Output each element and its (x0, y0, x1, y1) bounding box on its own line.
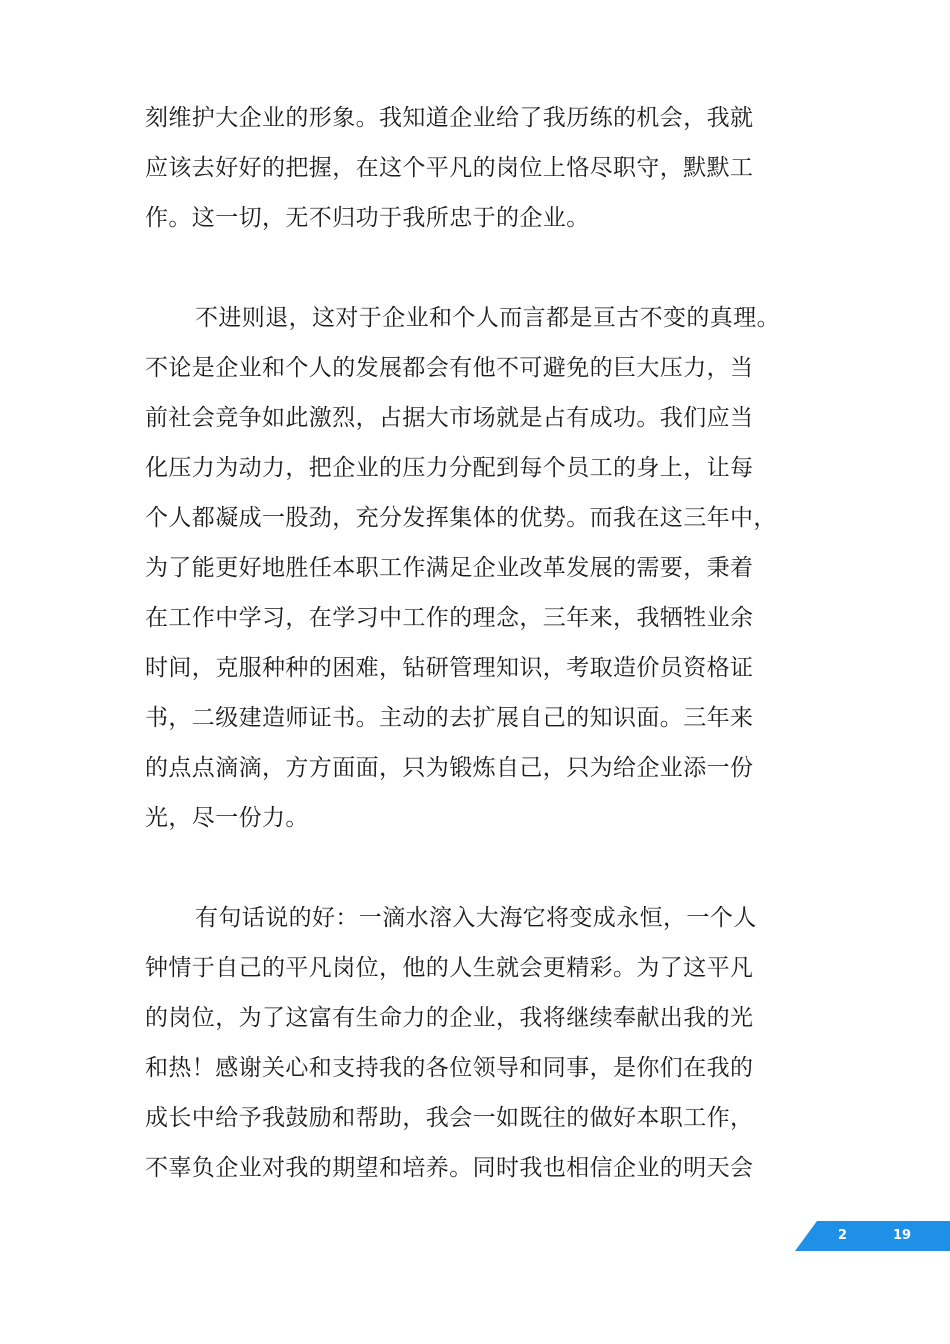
text-line: 个人都凝成一股劲，充分发挥集体的优势。而我在这三年中， (145, 505, 777, 531)
text-line: 前社会竞争如此激烈，占据大市场就是占有成功。我们应当 (145, 405, 754, 431)
text-line: 刻维护大企业的形象。我知道企业给了我历练的机会，我就 (145, 105, 754, 131)
page-number-badge (795, 1221, 950, 1251)
text-line: 的岗位，为了这富有生命力的企业，我将继续奉献出我的光 (145, 1005, 754, 1031)
text-line: 的点点滴滴，方方面面，只为锻炼自己，只为给企业添一份 (145, 755, 754, 781)
text-line: 不论是企业和个人的发展都会有他不可避免的巨大压力，当 (145, 355, 754, 381)
text-line: 为了能更好地胜任本职工作满足企业改革发展的需要，秉着 (145, 555, 754, 581)
text-line: 成长中给予我鼓励和帮助，我会一如既往的做好本职工作， (145, 1105, 754, 1131)
text-line: 时间，克服种种的困难，钻研管理知识，考取造价员资格证 (145, 655, 754, 681)
text-line: 在工作中学习，在学习中工作的理念，三年来，我牺牲业余 (145, 605, 754, 631)
document-body (145, 93, 815, 1243)
text-line: 和热！感谢关心和支持我的各位领导和同事，是你们在我的 (145, 1055, 754, 1081)
paragraph (145, 93, 815, 243)
current-page-number: 2 (838, 1228, 848, 1243)
page-badge-shape (795, 1221, 950, 1251)
paragraph (145, 893, 815, 1193)
text-line: 应该去好好的把握，在这个平凡的岗位上恪尽职守，默默工 (145, 155, 754, 181)
text-line: 化压力为动力，把企业的压力分配到每个员工的身上，让每 (145, 455, 754, 481)
paragraph (145, 293, 815, 843)
total-pages-number: 19 (893, 1228, 912, 1243)
text-line: 不辜负企业对我的期望和培养。同时我也相信企业的明天会 (145, 1155, 754, 1181)
text-line: 不进则退，这对于企业和个人而言都是亘古不变的真理。 (195, 305, 780, 331)
text-line: 有句话说的好：一滴水溶入大海它将变成永恒，一个人 (195, 905, 757, 931)
text-line: 光，尽一份力。 (145, 805, 309, 831)
text-line: 钟情于自己的平凡岗位，他的人生就会更精彩。为了这平凡 (145, 955, 754, 981)
text-line: 书，二级建造师证书。主动的去扩展自己的知识面。三年来 (145, 705, 754, 731)
text-line: 作。这一切，无不归功于我所忠于的企业。 (145, 205, 590, 231)
